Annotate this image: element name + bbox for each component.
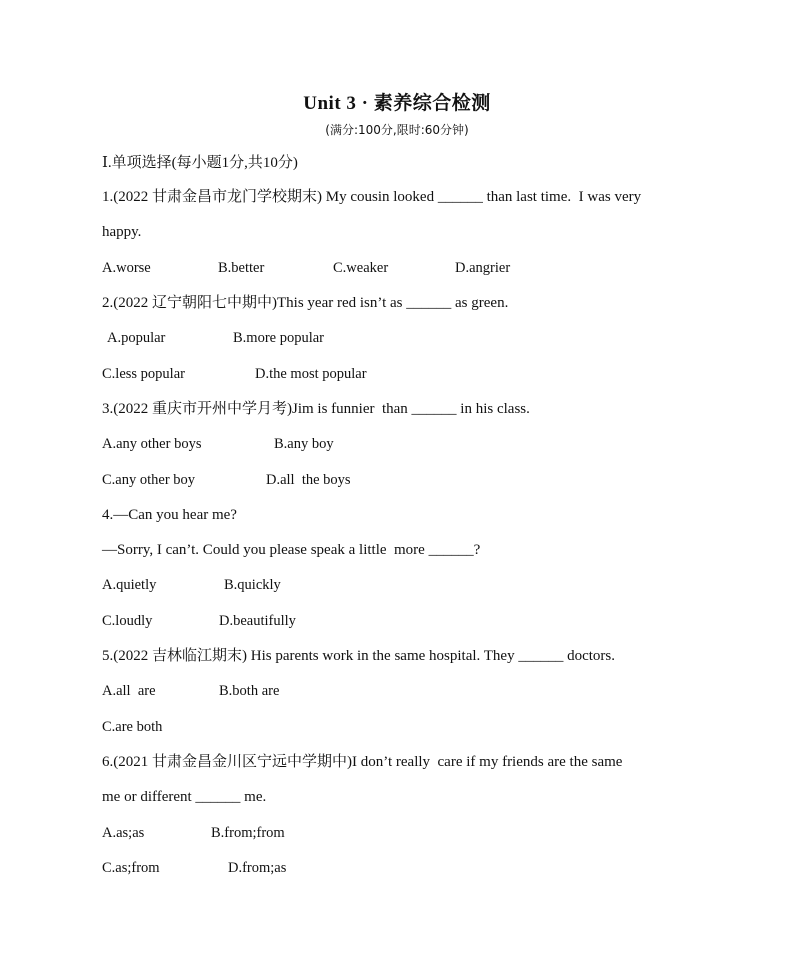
question-1-option-b: B.better	[218, 260, 265, 276]
question-6-line-2: me or different ______ me.	[102, 789, 267, 805]
question-3-line-1: 3.(2022 重庆市开州中学月考)Jim is funnier than ______ in his class.	[102, 401, 530, 417]
question-1-option-d: D.angrier	[455, 260, 511, 276]
question-3-option-c: C.any other boy	[102, 472, 196, 488]
question-1-option-a: A.worse	[102, 260, 151, 276]
question-2-option-d: D.the most popular	[255, 366, 367, 382]
question-2-option-a: A.popular	[107, 330, 166, 346]
question-3-option-a: A.any other boys	[102, 436, 202, 452]
page-title: Unit 3 · 素养综合检测	[303, 93, 491, 114]
question-5-option-c: C.are both	[102, 719, 163, 735]
question-5-line-1: 5.(2022 吉林临江期末) His parents work in the same hospital. They ______ doctors.	[102, 648, 615, 664]
question-6-option-b: B.from;from	[211, 825, 285, 841]
question-1-line-1: 1.(2022 甘肃金昌市龙门学校期末) My cousin looked ______ than last time. I was very	[102, 189, 642, 205]
question-4-option-b: B.quickly	[224, 577, 281, 593]
question-5-option-a: A.all are	[102, 683, 156, 699]
question-4-option-a: A.quietly	[102, 577, 157, 593]
question-2-line-1: 2.(2022 辽宁朝阳七中期中)This year red isn’t as ______ as green.	[102, 295, 509, 311]
question-4-option-c: C.loudly	[102, 613, 153, 629]
question-6-option-a: A.as;as	[102, 825, 145, 841]
question-2-option-c: C.less popular	[102, 366, 185, 382]
question-1-line-2: happy.	[102, 224, 142, 240]
question-6-option-c: C.as;from	[102, 860, 160, 876]
question-4-option-d: D.beautifully	[219, 613, 296, 629]
question-5-option-b: B.both are	[219, 683, 280, 699]
question-4-line-2: —Sorry, I can’t. Could you please speak a little more ______?	[102, 542, 481, 558]
question-1-option-c: C.weaker	[333, 260, 389, 276]
question-4-line-1: 4.—Can you hear me?	[102, 507, 237, 523]
question-6-option-d: D.from;as	[228, 860, 287, 876]
question-2-option-b: B.more popular	[233, 330, 325, 346]
section-heading: Ⅰ.单项选择(每小题1分,共10分)	[102, 155, 298, 171]
question-3-option-d: D.all the boys	[266, 472, 351, 488]
question-6-line-1: 6.(2021 甘肃金昌金川区宁远中学期中)I don’t really care if my friends are the same	[102, 754, 623, 770]
exam-info: (满分:100分,限时:60分钟)	[325, 123, 469, 137]
question-3-option-b: B.any boy	[274, 436, 334, 452]
